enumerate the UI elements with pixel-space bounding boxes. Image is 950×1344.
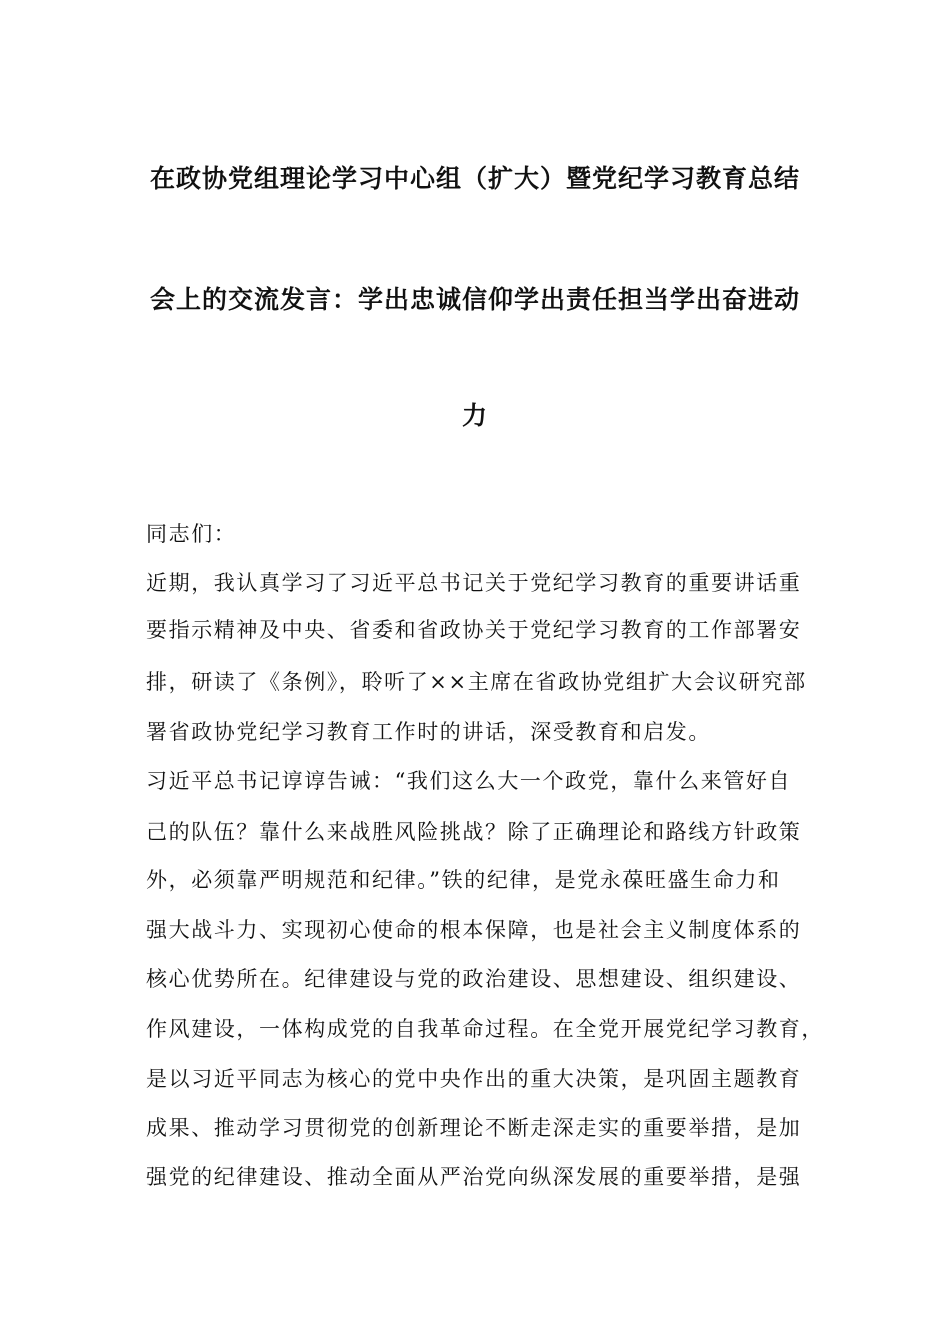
document-title-line-1: 在政协党组理论学习中心组（扩大）暨党纪学习教育总结 [149, 164, 800, 193]
body-line: 强党的纪律建设、推动全面从严治党向纵深发展的重要举措，是强 [146, 1165, 802, 1189]
document-title-line-2: 会上的交流发言：学出忠诚信仰学出责任担当学出奋进动 [149, 285, 800, 314]
body-line: 己的队伍？靠什么来战胜风险挑战？除了正确理论和路线方针政策 [146, 820, 802, 844]
body-line: 是以习近平同志为核心的党中央作出的重大决策，是巩固主题教育 [146, 1067, 802, 1091]
body-line: 要指示精神及中央、省委和省政协关于党纪学习教育的工作部署安 [146, 618, 802, 642]
body-line: 成果、推动学习贯彻党的创新理论不断走深走实的重要举措，是加 [146, 1116, 802, 1140]
document-title-line-3: 力 [461, 401, 488, 430]
body-line: 习近平总书记谆谆告诫：“我们这么大一个政党，靠什么来管好自 [146, 769, 792, 793]
body-line: 核心优势所在。纪律建设与党的政治建设、思想建设、组织建设、 [146, 967, 802, 991]
body-line: 强大战斗力、实现初心使命的根本保障，也是社会主义制度体系的 [146, 918, 802, 942]
salutation: 同志们： [146, 522, 237, 546]
body-line: 作风建设，一体构成党的自我革命过程。在全党开展党纪学习教育， [146, 1017, 824, 1041]
body-line: 署省政协党纪学习教育工作时的讲话，深受教育和启发。 [146, 720, 711, 744]
body-line: 排，研读了《条例》，聆听了××主席在省政协党组扩大会议研究部 [146, 670, 807, 694]
body-line: 近期，我认真学习了习近平总书记关于党纪学习教育的重要讲话重 [146, 571, 802, 595]
body-line: 外，必须靠严明规范和纪律。”铁的纪律，是党永葆旺盛生命力和 [146, 868, 781, 892]
